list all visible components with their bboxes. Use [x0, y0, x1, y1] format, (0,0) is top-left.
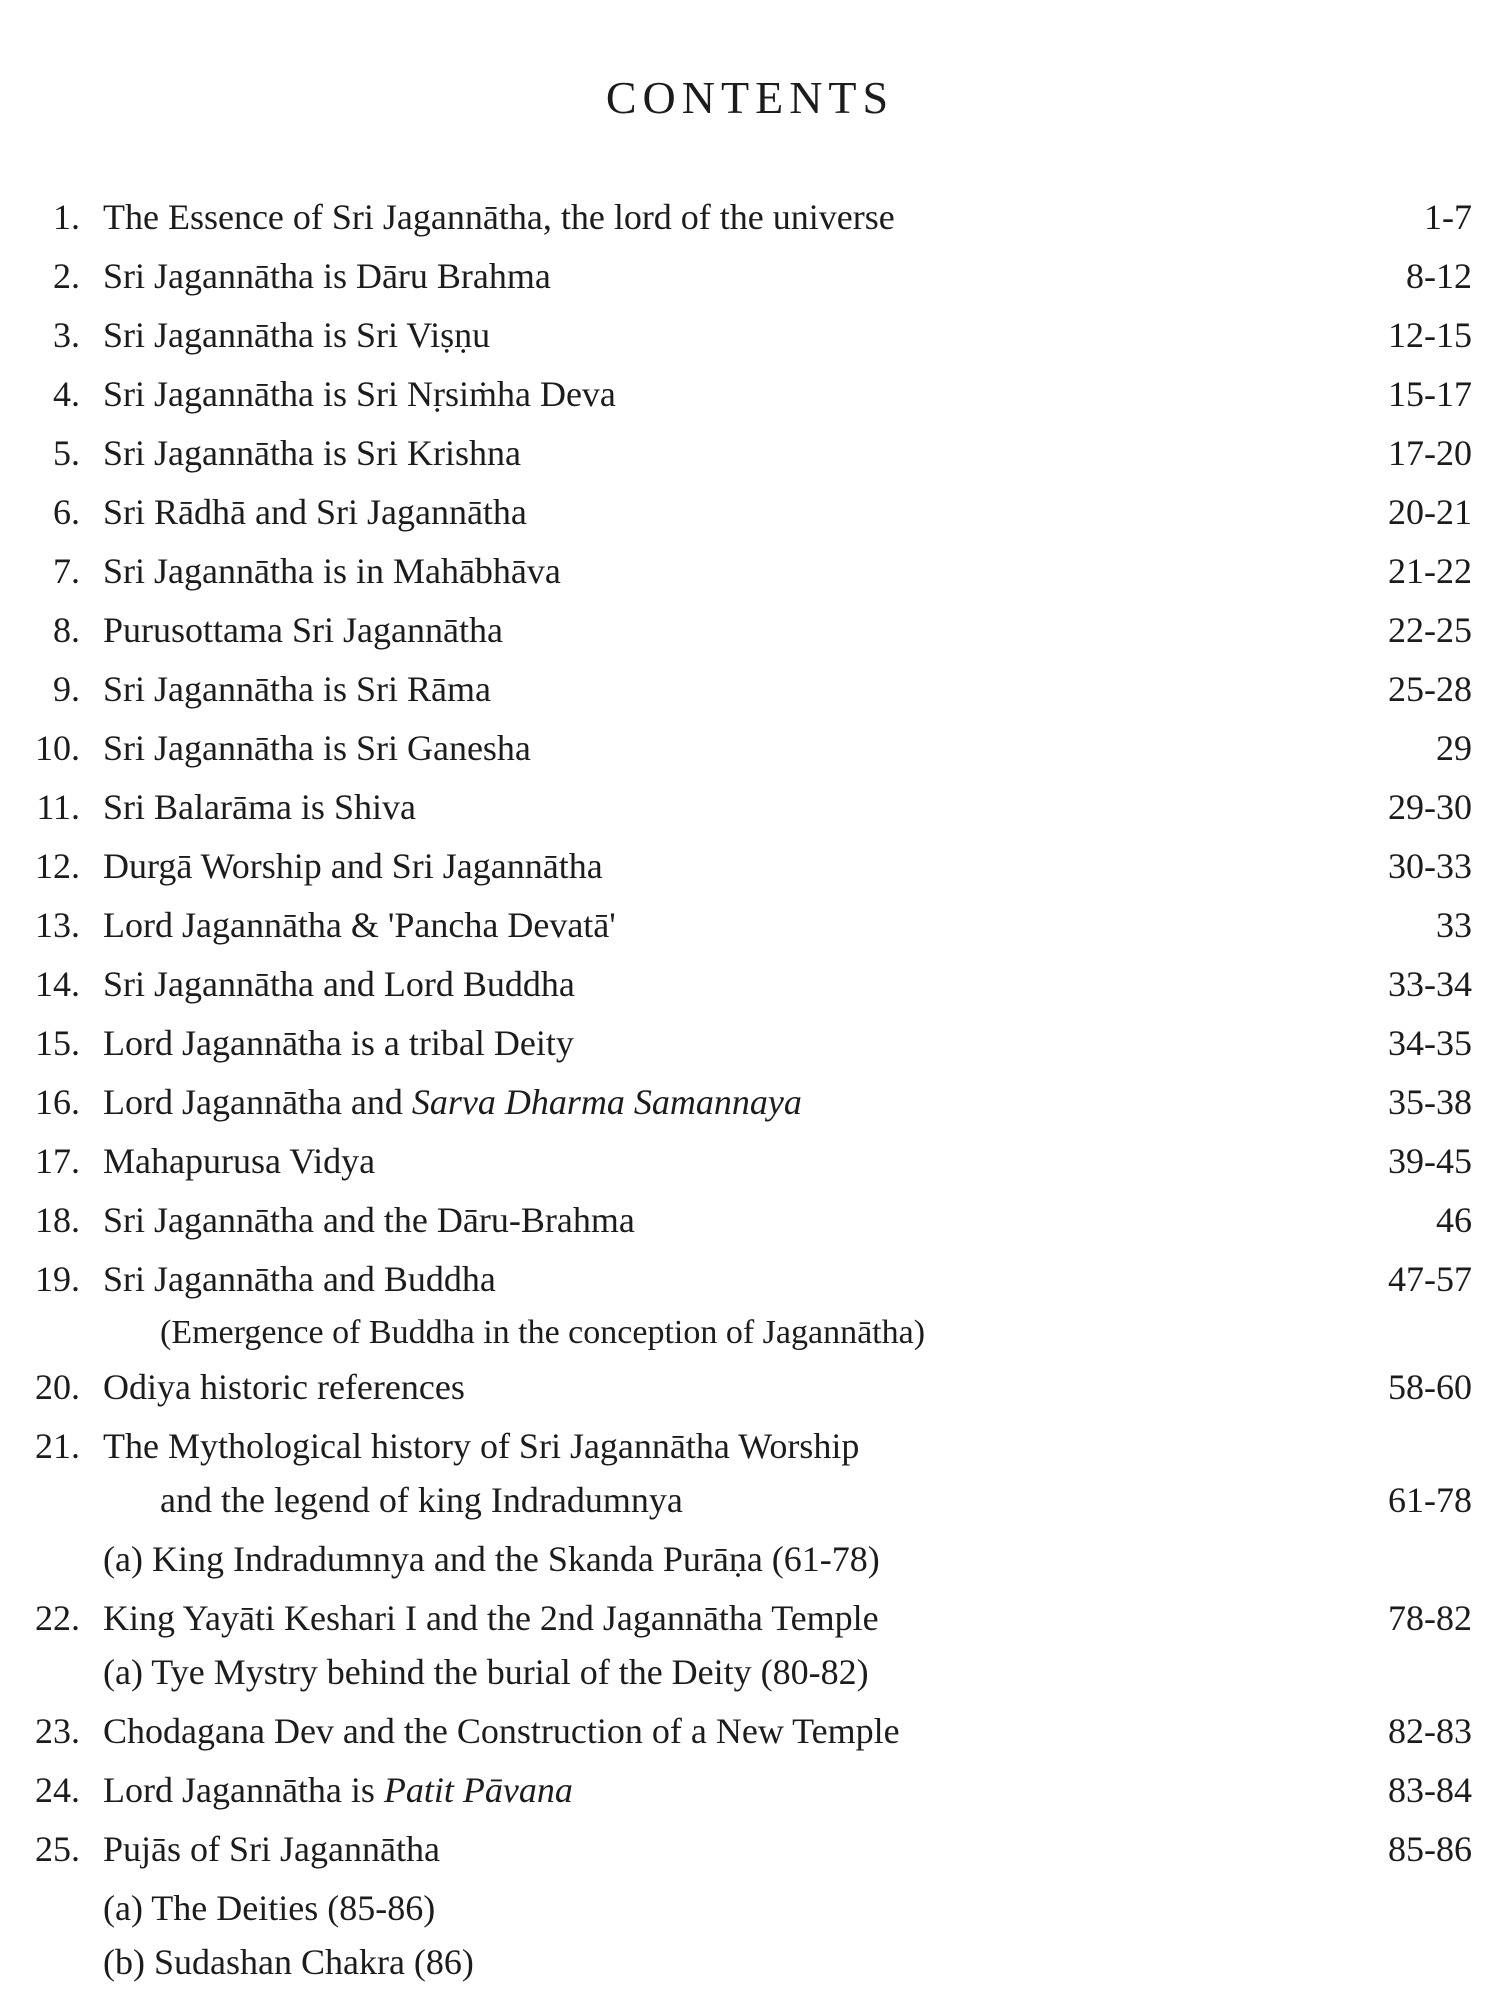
toc-entry	[0, 546, 1500, 605]
entry-number: 2.	[53, 256, 80, 296]
entry-pages: 15-17	[1388, 374, 1472, 414]
toc-entry	[0, 1195, 1500, 1254]
entry-pages: 33-34	[1388, 964, 1472, 1004]
entry-number: 4.	[53, 374, 80, 414]
toc-entry	[0, 1077, 1500, 1136]
entry-pages: 35-38	[1388, 1082, 1472, 1122]
entry-title: Sri Jagannātha is Dāru Brahma	[103, 256, 551, 296]
subentry-title: (a) Tye Mystry behind the burial of the Deity (80-82)	[103, 1652, 869, 1692]
entry-pages: 17-20	[1388, 433, 1472, 473]
entry-pages: 20-21	[1388, 492, 1472, 532]
toc-entry	[0, 1824, 1500, 1883]
entry-pages: 22-25	[1388, 610, 1472, 650]
toc-entry	[0, 900, 1500, 959]
entry-title: Sri Jagannātha is Sri Viṣṇu	[103, 315, 491, 355]
subentry-title: (a) King Indradumnya and the Skanda Purāṇa (61-78)	[103, 1539, 880, 1579]
entry-number: 3.	[53, 315, 80, 355]
toc-subentry	[0, 1647, 1500, 1706]
entry-title-plain: Lord Jagannātha is	[103, 1770, 384, 1810]
entry-title: Sri Jagannātha and Lord Buddha	[103, 964, 575, 1004]
toc-entry	[0, 1254, 1500, 1308]
entry-number: 24.	[35, 1770, 80, 1810]
entry-number: 8.	[53, 610, 80, 650]
entry-number: 12.	[35, 846, 80, 886]
toc-entry	[0, 1765, 1500, 1824]
entry-number: 1.	[53, 197, 80, 237]
toc-entry	[0, 1706, 1500, 1765]
entry-title	[103, 1765, 573, 1815]
entry-pages: 58-60	[1388, 1367, 1472, 1407]
toc-subentry	[0, 1534, 1500, 1593]
entry-pages: 46	[1436, 1200, 1472, 1240]
toc-entry	[0, 664, 1500, 723]
toc-entry	[0, 1593, 1500, 1647]
entry-number: 17.	[35, 1141, 80, 1181]
entry-number: 25.	[35, 1829, 80, 1869]
entry-title: The Essence of Sri Jagannātha, the lord of the universe	[103, 197, 895, 237]
entry-title: Pujās of Sri Jagannātha	[103, 1829, 440, 1869]
entry-title: Sri Rādhā and Sri Jagannātha	[103, 492, 527, 532]
entry-number: 14.	[35, 964, 80, 1004]
entry-number: 23.	[35, 1711, 80, 1751]
entry-title-plain: Lord Jagannātha and	[103, 1082, 412, 1122]
entry-pages: 8-12	[1406, 256, 1472, 296]
toc-entry	[0, 1421, 1500, 1475]
toc-entry	[0, 841, 1500, 900]
entry-title: Sri Jagannātha is in Mahābhāva	[103, 551, 561, 591]
entry-pages: 34-35	[1388, 1023, 1472, 1063]
toc-subentry	[0, 1937, 1500, 1991]
entry-title: Sri Jagannātha is Sri Ganesha	[103, 728, 531, 768]
entry-pages: 83-84	[1388, 1770, 1472, 1810]
entry-title: Odiya historic references	[103, 1367, 465, 1407]
toc-entry	[0, 310, 1500, 369]
entry-pages: 29	[1436, 728, 1472, 768]
entry-pages: 61-78	[1388, 1480, 1472, 1520]
entry-pages: 1-7	[1424, 197, 1472, 237]
entry-number: 21.	[35, 1426, 80, 1466]
entry-title: King Yayāti Keshari I and the 2nd Jagannātha Temple	[103, 1598, 879, 1638]
entry-number: 13.	[35, 905, 80, 945]
entry-title: Durgā Worship and Sri Jagannātha	[103, 846, 603, 886]
entry-number: 20.	[35, 1367, 80, 1407]
entry-number: 18.	[35, 1200, 80, 1240]
entry-number: 11.	[36, 787, 80, 827]
toc-entry	[0, 369, 1500, 428]
entry-pages: 47-57	[1388, 1259, 1472, 1299]
toc-entry	[0, 487, 1500, 546]
toc-entry	[0, 192, 1500, 251]
toc-entry-continued	[0, 1475, 1500, 1534]
entry-title: Sri Jagannātha and the Dāru-Brahma	[103, 1200, 635, 1240]
entry-pages: 85-86	[1388, 1829, 1472, 1869]
entry-number: 6.	[53, 492, 80, 532]
entry-number: 9.	[53, 669, 80, 709]
toc-entry-subtitle	[0, 1308, 1500, 1362]
entry-title: Lord Jagannātha & 'Pancha Devatā'	[103, 905, 616, 945]
entry-pages: 21-22	[1388, 551, 1472, 591]
entry-pages: 30-33	[1388, 846, 1472, 886]
entry-title: Purusottama Sri Jagannātha	[103, 610, 503, 650]
page-title: CONTENTS	[605, 72, 895, 123]
entry-number: 5.	[53, 433, 80, 473]
entry-title: Sri Jagannātha is Sri Rāma	[103, 669, 491, 709]
entry-number: 19.	[35, 1259, 80, 1299]
entry-pages: 25-28	[1388, 669, 1472, 709]
subentry-title: (a) The Deities (85-86)	[103, 1888, 436, 1928]
toc-entry	[0, 428, 1500, 487]
toc-subentry	[0, 1883, 1500, 1937]
entry-pages: 39-45	[1388, 1141, 1472, 1181]
toc-entry	[0, 605, 1500, 664]
toc-entry	[0, 1136, 1500, 1195]
entry-pages: 82-83	[1388, 1711, 1472, 1751]
entry-title-italic: Patit Pāvana	[383, 1770, 573, 1810]
entry-title: The Mythological history of Sri Jagannātha Worship	[103, 1426, 860, 1466]
entry-title: Lord Jagannātha is a tribal Deity	[103, 1023, 574, 1063]
entry-pages: 33	[1436, 905, 1472, 945]
entry-subtitle: (Emergence of Buddha in the conception of Jagannātha)	[160, 1314, 926, 1351]
entry-title: Mahapurusa Vidya	[103, 1141, 376, 1181]
entry-number: 10.	[35, 728, 80, 768]
entry-title: Sri Balarāma is Shiva	[103, 787, 416, 827]
entry-number: 16.	[35, 1082, 80, 1122]
toc-entry	[0, 959, 1500, 1018]
entry-title-italic: Sarva Dharma Samannaya	[411, 1082, 802, 1122]
entry-number: 7.	[53, 551, 80, 591]
entry-number: 15.	[35, 1023, 80, 1063]
toc-entry	[0, 782, 1500, 841]
toc-entry	[0, 1018, 1500, 1077]
entry-pages: 29-30	[1388, 787, 1472, 827]
entry-title	[103, 1077, 802, 1127]
toc-entry	[0, 1362, 1500, 1421]
entry-title: Chodagana Dev and the Construction of a New Temple	[103, 1711, 900, 1751]
entry-pages: 78-82	[1388, 1598, 1472, 1638]
toc-entry	[0, 723, 1500, 782]
entry-title: Sri Jagannātha is Sri Krishna	[103, 433, 521, 473]
entry-pages: 12-15	[1388, 315, 1472, 355]
table-of-contents	[0, 192, 1500, 1991]
subentry-title: (b) Sudashan Chakra (86)	[103, 1942, 474, 1982]
entry-title: Sri Jagannātha and Buddha	[103, 1259, 496, 1299]
entry-title: Sri Jagannātha is Sri Nṛsiṁha Deva	[103, 374, 616, 414]
toc-entry	[0, 251, 1500, 310]
entry-title-line2: and the legend of king Indradumnya	[160, 1480, 683, 1520]
entry-number: 22.	[35, 1598, 80, 1638]
